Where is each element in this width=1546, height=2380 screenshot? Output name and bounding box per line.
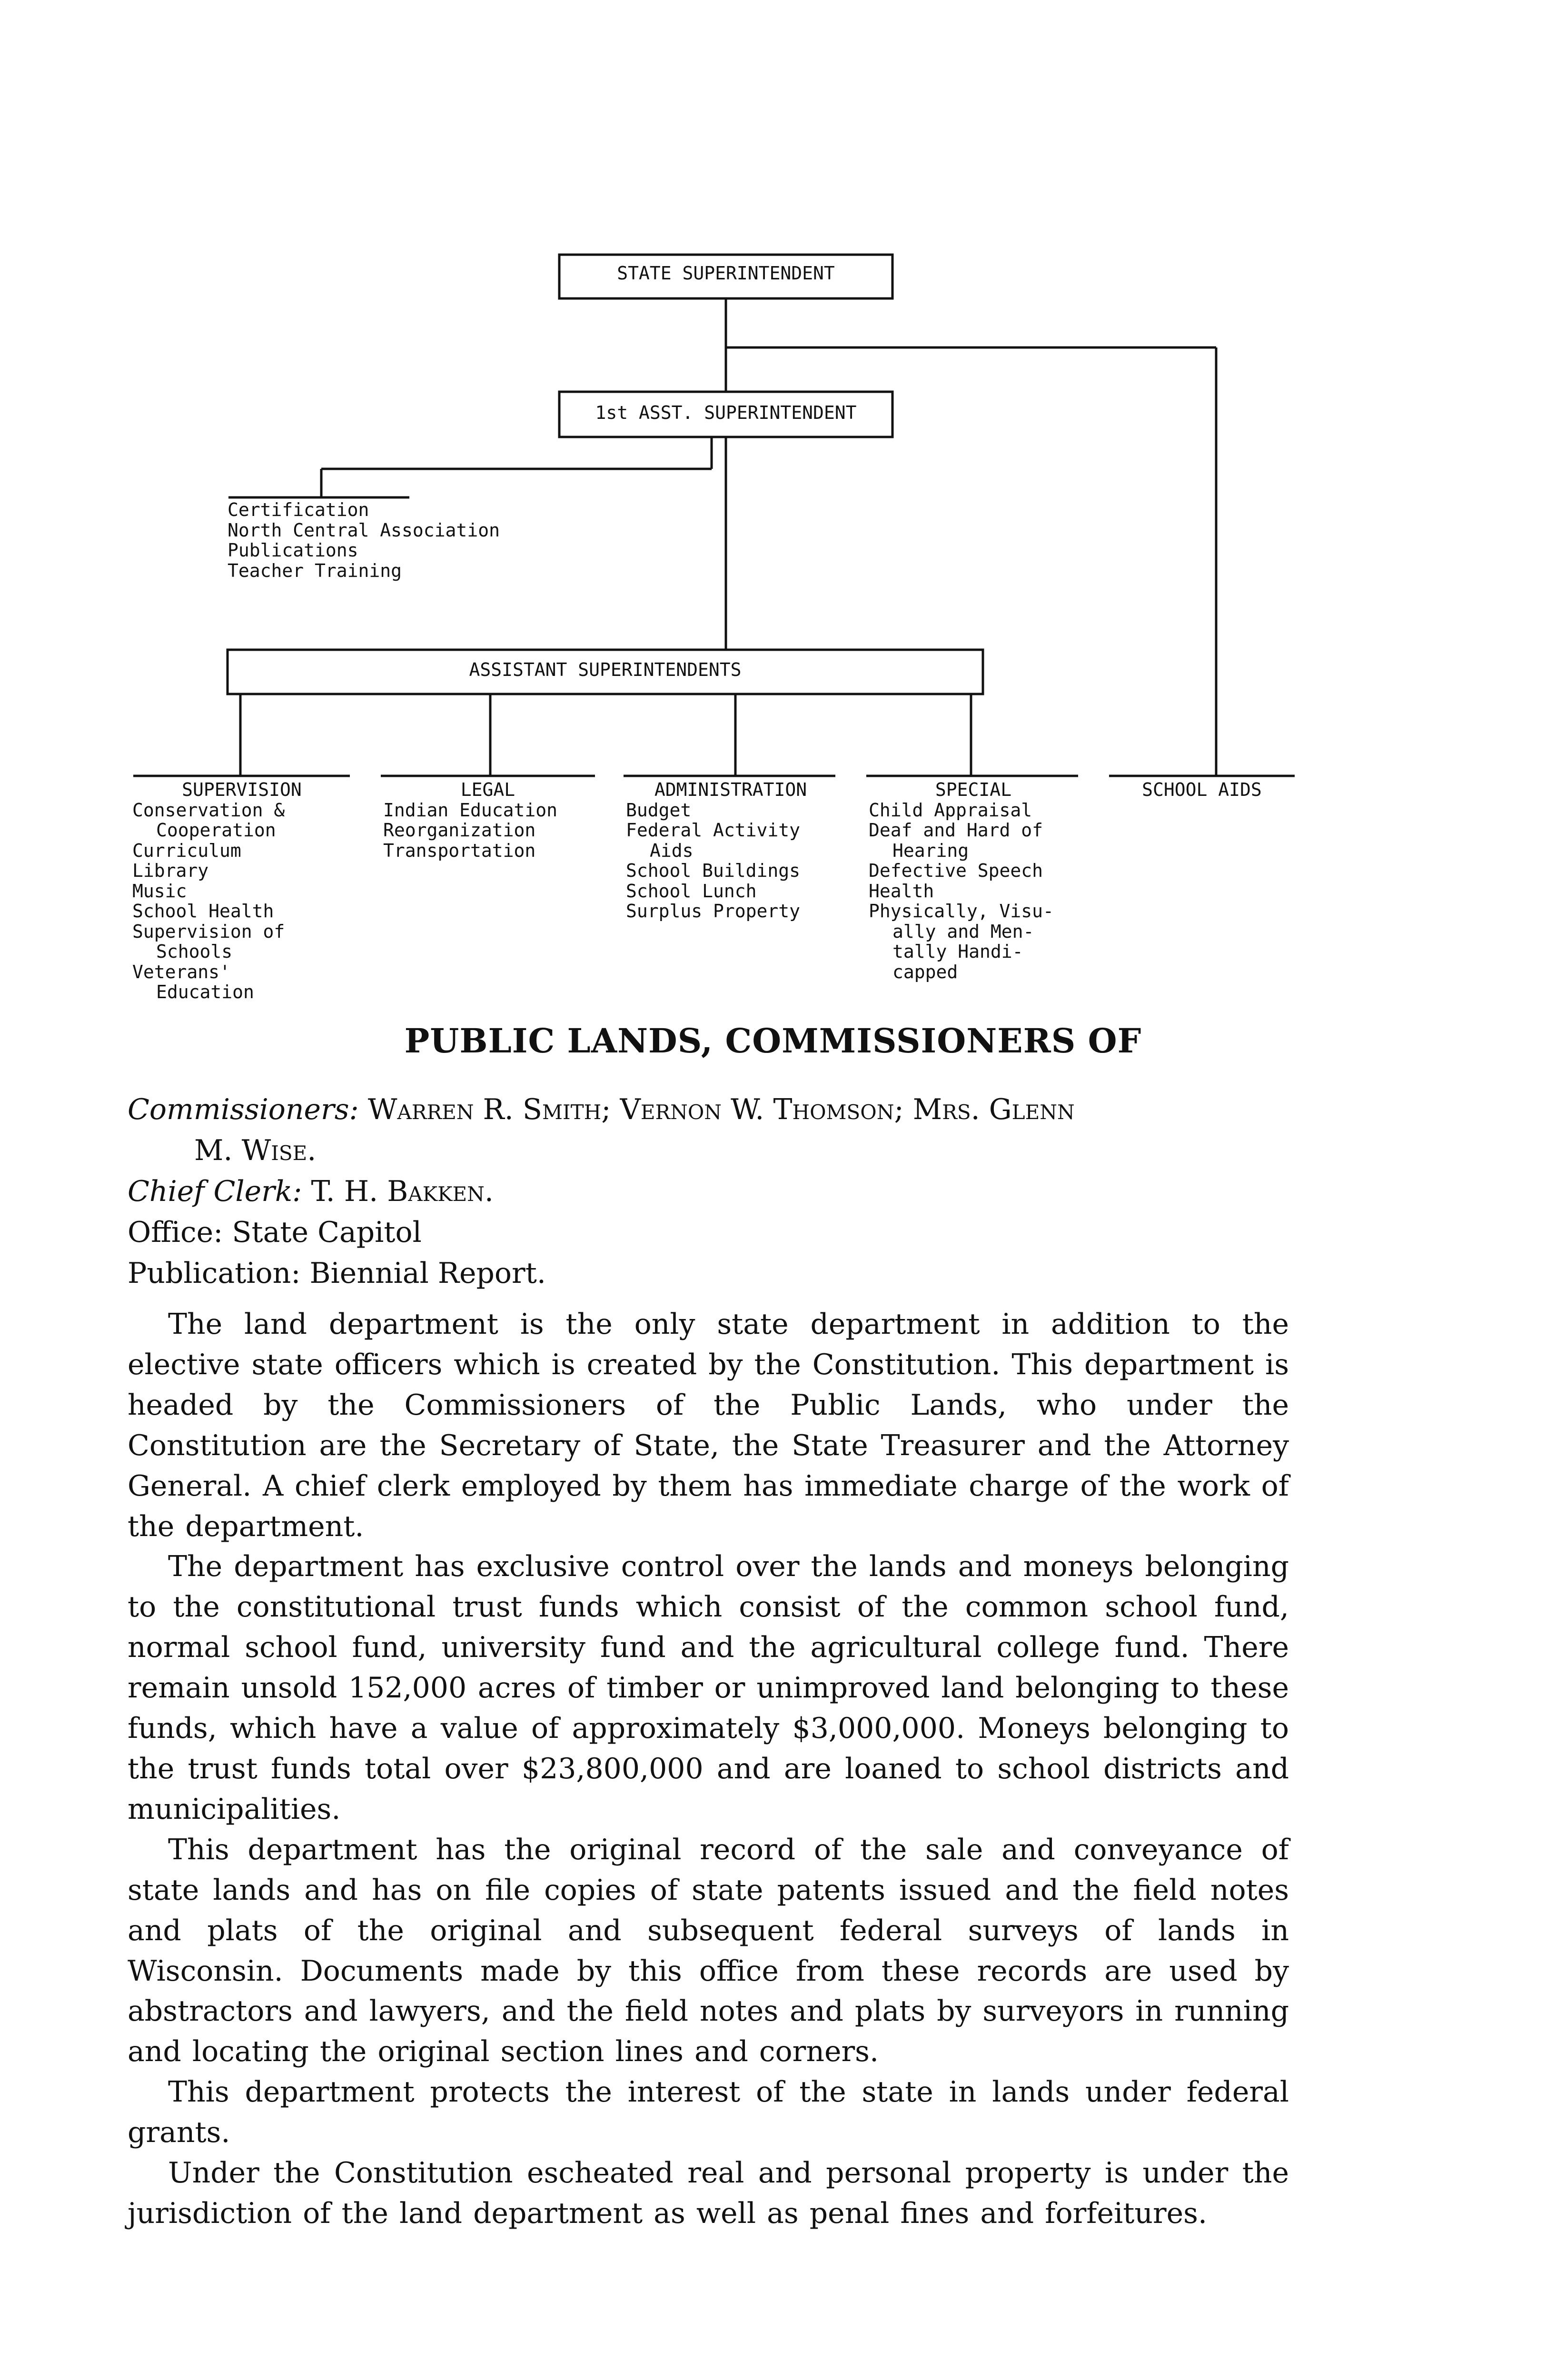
column-head: SUPERVISION: [182, 779, 302, 800]
body-text: [128, 1304, 1289, 2234]
column-item: School Buildings: [626, 860, 801, 881]
column-item: Veterans': [132, 961, 230, 982]
column-item: Transportation: [383, 840, 536, 861]
column-item: Conservation &: [132, 799, 285, 821]
school-aids-column: [1109, 780, 1295, 800]
column-item: Music: [132, 880, 187, 902]
paragraph: This department has the original record of the sale and conveyance of state lands and has on file copies of state patents issued and the field notes and plats of the original and subsequent federal surveys of lands in Wisconsin. Documents made by this office from these records are used by abstractors and lawyers, and the field notes and plats by surveyors in running and locating the original section lines and corners.: [128, 1833, 1289, 2069]
column-head: SCHOOL AIDS: [1142, 779, 1262, 800]
chief-clerk-label: Chief Clerk:: [128, 1175, 302, 1208]
column-item: capped: [892, 961, 958, 982]
column-item: Reorganization: [383, 820, 536, 841]
column-head: SPECIAL: [935, 779, 1012, 800]
commissioners-label: Commissioners:: [128, 1093, 359, 1126]
column-head: LEGAL: [460, 779, 515, 800]
publication-line: Publication: Biennial Report.: [128, 1257, 546, 1290]
duty-item: North Central Association: [228, 519, 500, 541]
chief-clerk-name: T. H. Bakken.: [311, 1175, 494, 1208]
column-item: Physically, Visu-: [869, 901, 1054, 922]
duty-item: Publications: [228, 540, 358, 561]
column-item: Federal Activity: [626, 820, 801, 841]
column-item: Hearing: [892, 840, 969, 861]
duty-item: Teacher Training: [228, 560, 402, 581]
supervision-column: [132, 780, 351, 1002]
column-item: Library: [132, 860, 209, 881]
column-item: School Lunch: [626, 880, 757, 902]
column-item: Curriculum: [132, 840, 241, 861]
column-item: tally Handi-: [892, 941, 1023, 962]
paragraph: This department protects the interest of the state in lands under federal grants.: [128, 2075, 1289, 2150]
paragraph: The department has exclusive control over the lands and moneys belonging to the constitutional trust funds which consist of the common school fund, normal school fund, university fund and the agricultural college fund. There remain unsold 152,000 acres of timber or unimproved land belonging to these funds, which have a value of approximately $3,000,000. Moneys belonging to the trust funds total over $23,800,000 and are loaned to school districts and municipalities.: [128, 1550, 1289, 1826]
column-item: Defective Speech: [869, 860, 1043, 881]
duty-item: Certification: [228, 499, 369, 520]
column-item: Aids: [650, 840, 694, 861]
column-item: School Health: [132, 901, 274, 922]
assistant-superintendents-label: ASSISTANT SUPERINTENDENTS: [469, 659, 742, 680]
column-item: Surplus Property: [626, 901, 801, 922]
column-item: Budget: [626, 799, 692, 821]
commissioners-line: [128, 1089, 1289, 1130]
chief-clerk-line: [128, 1171, 1289, 1212]
paragraph: The land department is the only state department in addition to the elective state officers which is created by the Constitution. This department is headed by the Commissioners of the Public Lands, who under the Constitution are the Secretary of State, the State Treasurer and the Attorney General. A chief clerk employed by them has immediate charge of the work of the department.: [128, 1308, 1289, 1543]
first-asst-superintendent-label: 1st ASST. SUPERINTENDENT: [595, 402, 857, 423]
column-item: Health: [869, 880, 934, 902]
column-item: Education: [156, 982, 254, 1002]
legal-column: [383, 780, 593, 861]
column-item: Supervision of: [132, 921, 285, 942]
org-chart: [0, 0, 1546, 1047]
column-item: Cooperation: [156, 820, 276, 841]
column-item: ally and Men-: [892, 921, 1034, 942]
column-item: Schools: [156, 941, 233, 962]
column-head: ADMINISTRATION: [654, 779, 807, 800]
column-item: Child Appraisal: [869, 799, 1032, 821]
paragraph: Under the Constitution escheated real and personal property is under the jurisdiction of the land department as well as penal fines and forfeitures.: [128, 2156, 1289, 2230]
administration-column: [626, 780, 835, 922]
special-column: [869, 780, 1078, 982]
first-asst-duties: [228, 500, 500, 581]
section-title: PUBLIC LANDS, COMMISSIONERS OF: [404, 1021, 1142, 1061]
commissioners-names: Warren R. Smith; Vernon W. Thomson; Mrs. Glenn: [367, 1093, 1075, 1126]
section-info: [128, 1089, 1289, 1294]
column-item: Indian Education: [383, 799, 558, 821]
office-line: Office: State Capitol: [128, 1216, 422, 1249]
state-superintendent-label: STATE SUPERINTENDENT: [617, 263, 835, 284]
commissioners-names-cont: M. Wise.: [194, 1134, 317, 1167]
column-item: Deaf and Hard of: [869, 820, 1043, 841]
